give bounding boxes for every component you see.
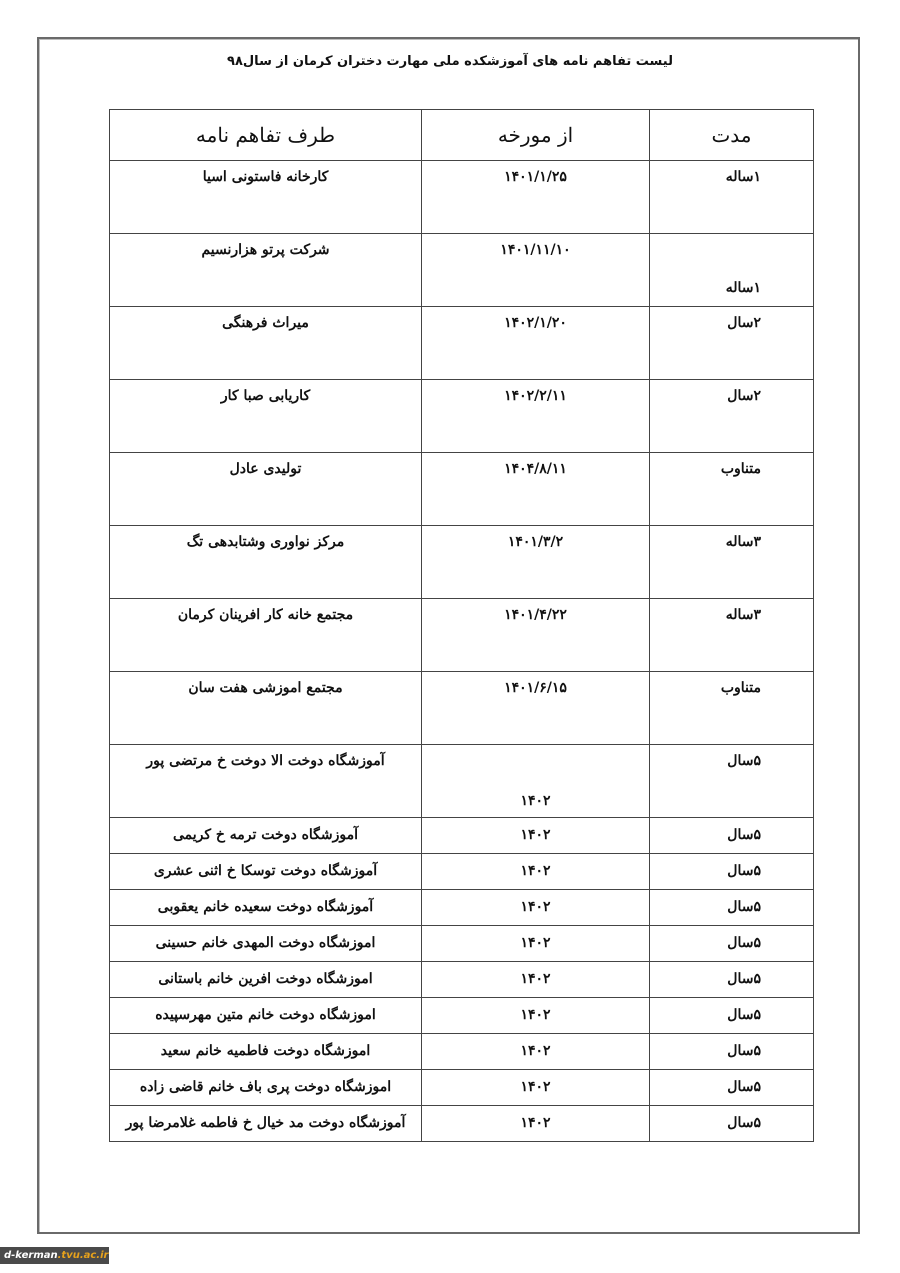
- duration-cell: ۵سال: [727, 1007, 761, 1023]
- document-title: لیست تفاهم نامه های آموزشکده ملی مهارت دختران کرمان از سال۹۸: [227, 54, 673, 69]
- party-cell: آموزشگاه دوخت توسکا خ اثنی عشری: [153, 863, 378, 879]
- date-cell: ۱۴۰۲: [520, 899, 551, 915]
- table-header-row: [110, 110, 814, 161]
- duration-cell: ۵سال: [727, 753, 761, 769]
- table-row: [110, 745, 814, 818]
- party-cell: مجتمع خانه کار افرینان کرمان: [177, 607, 354, 623]
- duration-cell: ۵سال: [727, 827, 761, 843]
- mou-table: [109, 109, 814, 1142]
- duration-cell: متناوب: [720, 461, 761, 477]
- party-cell: اموزشگاه دوخت افرین خانم باستانی: [158, 971, 373, 987]
- party-cell: کارخانه فاستونی اسیا: [202, 169, 329, 185]
- duration-cell: متناوب: [720, 680, 761, 696]
- party-cell: آموزشگاه دوخت سعیده خانم یعقوبی: [157, 899, 374, 915]
- party-cell: شرکت پرتو هزارنسیم: [201, 242, 330, 258]
- date-cell: ۱۴۰۲: [520, 863, 551, 879]
- duration-cell: ۱ساله: [725, 280, 761, 296]
- date-cell: ۱۴۰۲/۱/۲۰: [504, 315, 567, 331]
- party-cell: مرکز نواوری وشتابدهی تگ: [186, 534, 345, 550]
- duration-cell: ۱ساله: [725, 169, 761, 185]
- date-cell: ۱۴۰۲: [520, 1043, 551, 1059]
- duration-cell: ۵سال: [727, 863, 761, 879]
- table-row: [110, 672, 814, 745]
- duration-cell: ۲سال: [727, 315, 761, 331]
- watermark-domain: d-kerman: [4, 1250, 58, 1261]
- party-cell: اموزشگاه دوخت پری باف خانم قاضی زاده: [139, 1079, 392, 1095]
- table-row: [110, 234, 814, 307]
- duration-cell: ۵سال: [727, 971, 761, 987]
- table-row: [110, 854, 814, 890]
- date-cell: ۱۴۰۲: [520, 971, 551, 987]
- party-cell: اموزشگاه دوخت فاطمیه خانم سعید: [160, 1043, 371, 1059]
- duration-cell: ۵سال: [727, 935, 761, 951]
- header-party: طرف تفاهم نامه: [110, 110, 422, 161]
- party-cell: کاریابی صبا کار: [220, 388, 311, 404]
- site-watermark: [0, 1247, 109, 1264]
- party-cell: تولیدی عادل: [229, 461, 302, 477]
- table-row: [110, 1106, 814, 1142]
- table-row: [110, 818, 814, 854]
- party-cell: میراث فرهنگی: [222, 315, 309, 331]
- date-cell: ۱۴۰۲: [520, 1079, 551, 1095]
- date-cell: ۱۴۰۱/۱۱/۱۰: [500, 242, 571, 258]
- party-cell: مجتمع اموزشی هفت سان: [188, 680, 343, 696]
- header-from-date: از مورخه: [422, 110, 650, 161]
- duration-cell: ۵سال: [727, 1115, 761, 1131]
- table-row: [110, 962, 814, 998]
- party-cell: اموزشگاه دوخت خانم متین مهرسپیده: [155, 1007, 376, 1023]
- date-cell: ۱۴۰۲/۲/۱۱: [504, 388, 567, 404]
- party-cell: آموزشگاه دوخت مد خیال خ فاطمه غلامرضا پور: [125, 1115, 406, 1131]
- table-row: [110, 926, 814, 962]
- date-cell: ۱۴۰۱/۶/۱۵: [504, 680, 567, 696]
- date-cell: ۱۴۰۱/۳/۲: [507, 534, 564, 550]
- duration-cell: ۵سال: [727, 1079, 761, 1095]
- header-duration: مدت: [650, 110, 814, 161]
- duration-cell: ۳ساله: [725, 607, 761, 623]
- table-row: [110, 380, 814, 453]
- date-cell: ۱۴۰۲: [520, 1115, 551, 1131]
- date-cell: ۱۴۰۲: [520, 1007, 551, 1023]
- duration-cell: ۳ساله: [725, 534, 761, 550]
- party-cell: اموزشگاه دوخت المهدی خانم حسینی: [155, 935, 376, 951]
- table-row: [110, 599, 814, 672]
- table-row: [110, 998, 814, 1034]
- table-row: [110, 1070, 814, 1106]
- table-row: [110, 161, 814, 234]
- date-cell: ۱۴۰۲: [520, 827, 551, 843]
- duration-cell: ۵سال: [727, 1043, 761, 1059]
- table-row: [110, 526, 814, 599]
- date-cell: ۱۴۰۴/۸/۱۱: [504, 461, 567, 477]
- date-cell: ۱۴۰۱/۱/۲۵: [504, 169, 567, 185]
- party-cell: آموزشگاه دوخت الا دوخت خ مرتضی پور: [146, 753, 385, 769]
- table-row: [110, 307, 814, 380]
- date-cell: ۱۴۰۱/۴/۲۲: [504, 607, 567, 623]
- duration-cell: ۲سال: [727, 388, 761, 404]
- date-cell: ۱۴۰۲: [520, 793, 551, 809]
- watermark-suffix: .tvu.ac.ir: [57, 1250, 109, 1261]
- table-row: [110, 1034, 814, 1070]
- table-row: [110, 453, 814, 526]
- duration-cell: ۵سال: [727, 899, 761, 915]
- date-cell: ۱۴۰۲: [520, 935, 551, 951]
- party-cell: آموزشگاه دوخت ترمه خ کریمی: [172, 827, 359, 843]
- table-row: [110, 890, 814, 926]
